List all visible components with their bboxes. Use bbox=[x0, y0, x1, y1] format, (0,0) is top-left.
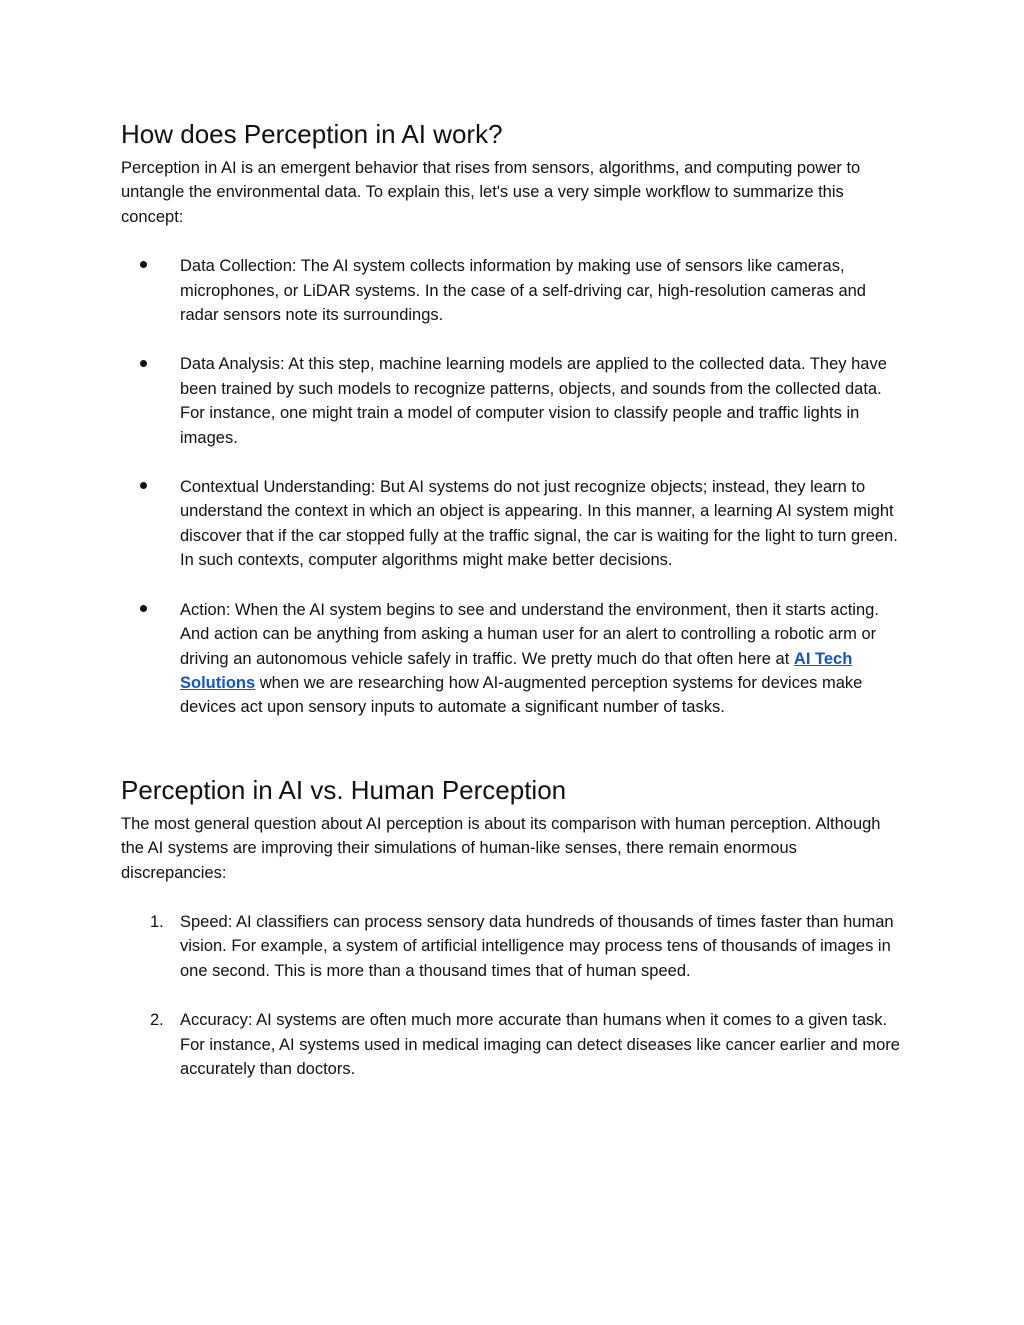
bullet-data-analysis bbox=[121, 352, 901, 450]
section-heading-comparison: Perception in AI vs. Human Perception bbox=[121, 774, 567, 805]
comparison-intro-paragraph: The most general question about AI perception is about its comparison with human perception. Although the AI systems are improving their simulations of human-like senses, there remain enormous discrepancies: bbox=[121, 814, 881, 882]
bullet-text: Data Analysis: At this step, machine learning models are applied to the collected data. They have been trained by such models to recognize patterns, objects, and sounds from the collected data. For instance, one might train a model of computer vision to classify people and traffic lights in images. bbox=[180, 355, 887, 447]
section-heading-perception-workflow: How does Perception in AI work? bbox=[121, 119, 503, 149]
list-number: 2. bbox=[150, 1011, 164, 1030]
list-item-accuracy bbox=[121, 1008, 901, 1081]
bullet-text-before-link: Action: When the AI system begins to see and understand the environment, then it starts acting. And action can be anything from asking a human user for an alert to controlling a robotic arm or driving an autonomous vehicle safely in traffic. We pretty much do that often here at bbox=[180, 600, 879, 668]
ai-tech-solutions-link[interactable]: AI Tech Solutions bbox=[180, 649, 853, 692]
document-page bbox=[121, 118, 901, 1081]
bullet-icon bbox=[140, 254, 170, 278]
bullet-contextual-understanding bbox=[121, 475, 901, 573]
workflow-bullet-list bbox=[121, 254, 901, 720]
bullet-action bbox=[121, 598, 901, 720]
list-item-text: Speed: AI classifiers can process sensory data hundreds of thousands of times faster than human vision. For example, a system of artificial intelligence may process tens of thousands of images in one second. This is more than a thousand times that of human speed. bbox=[180, 912, 894, 980]
list-number: 1. bbox=[150, 912, 164, 931]
list-item-text: Accuracy: AI systems are often much more accurate than humans when it comes to a given task. For instance, AI systems used in medical imaging can detect diseases like cancer earlier and more accurately than doctors. bbox=[180, 1011, 900, 1078]
bullet-text: Data Collection: The AI system collects information by making use of sensors like cameras, microphones, or LiDAR systems. In the case of a self-driving car, high-resolution cameras and radar sensors note its surroundings. bbox=[180, 257, 866, 325]
section-intro-paragraph: Perception in AI is an emergent behavior that rises from sensors, algorithms, and computing power to untangle the environmental data. To explain this, let's use a very simple workflow to summarize this concept: bbox=[121, 159, 861, 226]
bullet-text: Contextual Understanding: But AI systems do not just recognize objects; instead, they learn to understand the context in which an object is appearing. In this manner, a learning AI system might discover that if the car stopped fully at the traffic signal, the car is waiting for the light to turn green. In such contexts, computer algorithms might make better decisions. bbox=[180, 478, 898, 570]
bullet-icon bbox=[140, 352, 170, 376]
bullet-icon bbox=[140, 475, 170, 499]
comparison-numbered-list bbox=[121, 910, 901, 1081]
list-item-speed bbox=[121, 910, 901, 983]
bullet-text-after-link: when we are researching how AI-augmented perception systems for devices make devices act upon sensory inputs to automate a significant number of tasks. bbox=[180, 673, 863, 717]
bullet-icon bbox=[140, 598, 170, 622]
bullet-data-collection bbox=[121, 254, 901, 327]
comparison-section bbox=[121, 774, 901, 1082]
